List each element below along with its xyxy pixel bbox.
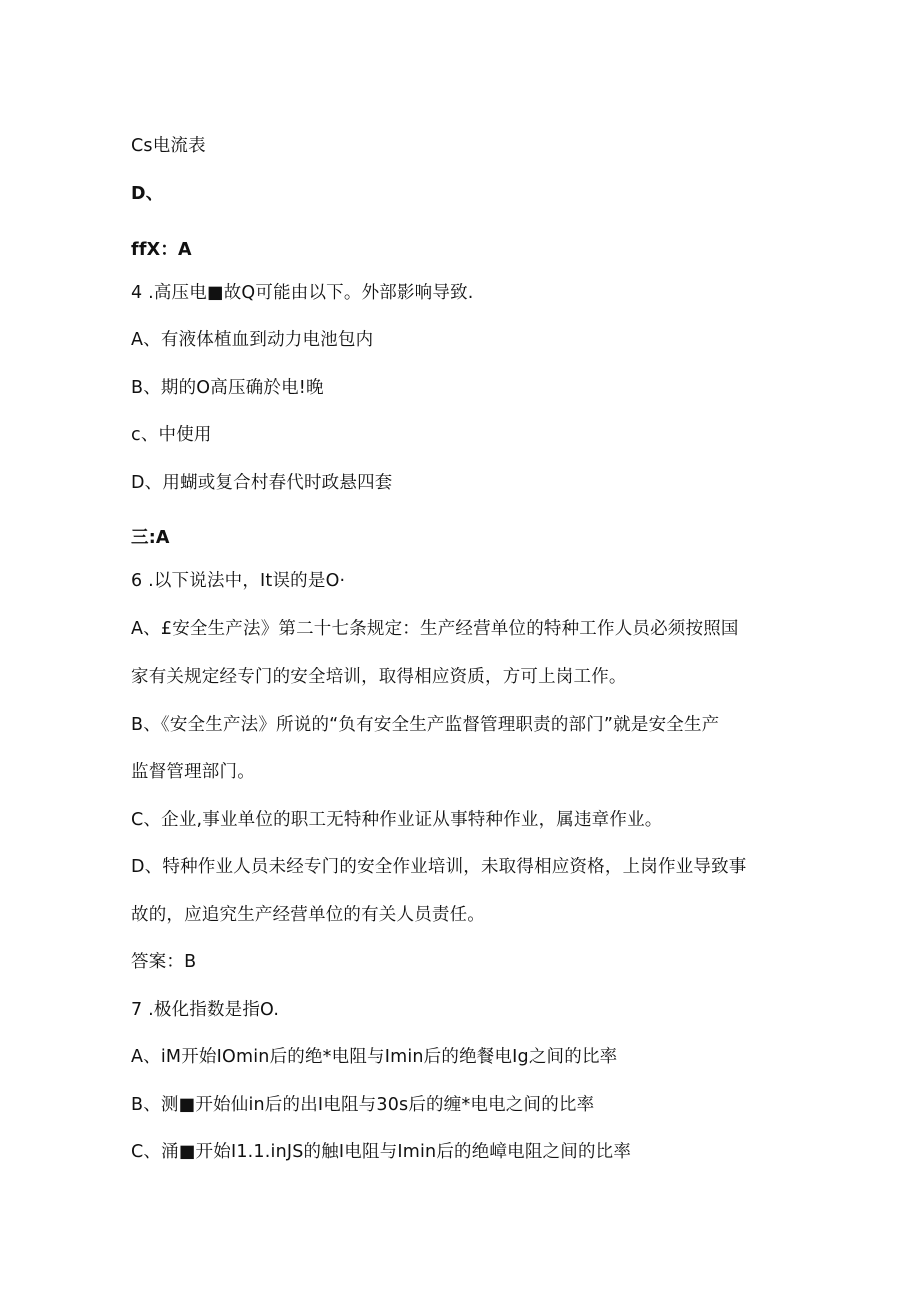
question-6-option-d-cont: 故的，应追究生产经营单位的有关人员责任。 bbox=[131, 905, 485, 925]
option-d-line: D、 bbox=[131, 184, 164, 204]
question-6-option-a: A、£安全生产法》第二十七条规定：生产经营单位的特种工作人员必须按照国 bbox=[131, 619, 739, 639]
question-7: 7 .极化指数是指O. bbox=[131, 1000, 280, 1020]
question-4-option-b: B、期的O高压确於电!晚 bbox=[131, 378, 324, 398]
question-6-option-c: C、企业,事业单位的职工无特种作业证从事特种作业，属违章作业。 bbox=[131, 810, 663, 830]
answer-line: ffX：A bbox=[131, 240, 192, 260]
question-6: 6 .以下说法中，It误的是O· bbox=[131, 571, 346, 591]
question-4-option-d: D、用蝴或复合村春代时政悬四套 bbox=[131, 473, 393, 493]
question-4-option-a: A、有液体植血到动力电池包内 bbox=[131, 330, 374, 350]
question-6-option-d: D、特种作业人员未经专门的安全作业培训，未取得相应资格，上岗作业导致事 bbox=[131, 857, 747, 877]
question-4-answer: 三:A bbox=[131, 528, 170, 548]
question-7-option-a: A、iM开始IOmin后的绝*电阻与Imin后的绝餐电Ig之间的比率 bbox=[131, 1047, 618, 1067]
question-4-option-c: c、中使用 bbox=[131, 425, 212, 445]
question-6-answer: 答案：B bbox=[131, 952, 197, 972]
option-c-line: Cs电流表 bbox=[131, 136, 206, 156]
question-4: 4 .高压电■故Q可能由以下。外部影响导致. bbox=[131, 283, 474, 303]
question-7-option-c: C、涌■开始I1.1.inJS的触I电阻与Imin后的绝嶂电阻之间的比率 bbox=[131, 1142, 632, 1162]
question-6-option-a-cont: 家有关规定经专门的安全培训，取得相应资质，方可上岗工作。 bbox=[131, 667, 627, 687]
question-6-option-b-cont: 监督管理部门。 bbox=[131, 762, 255, 782]
question-6-option-b: B、《安全生产法》所说的“负有安全生产监督管理职责的部门”就是安全生产 bbox=[131, 715, 720, 735]
question-7-option-b: B、测■开始仙in后的出I电阻与30s后的缠*电电之间的比率 bbox=[131, 1095, 595, 1115]
